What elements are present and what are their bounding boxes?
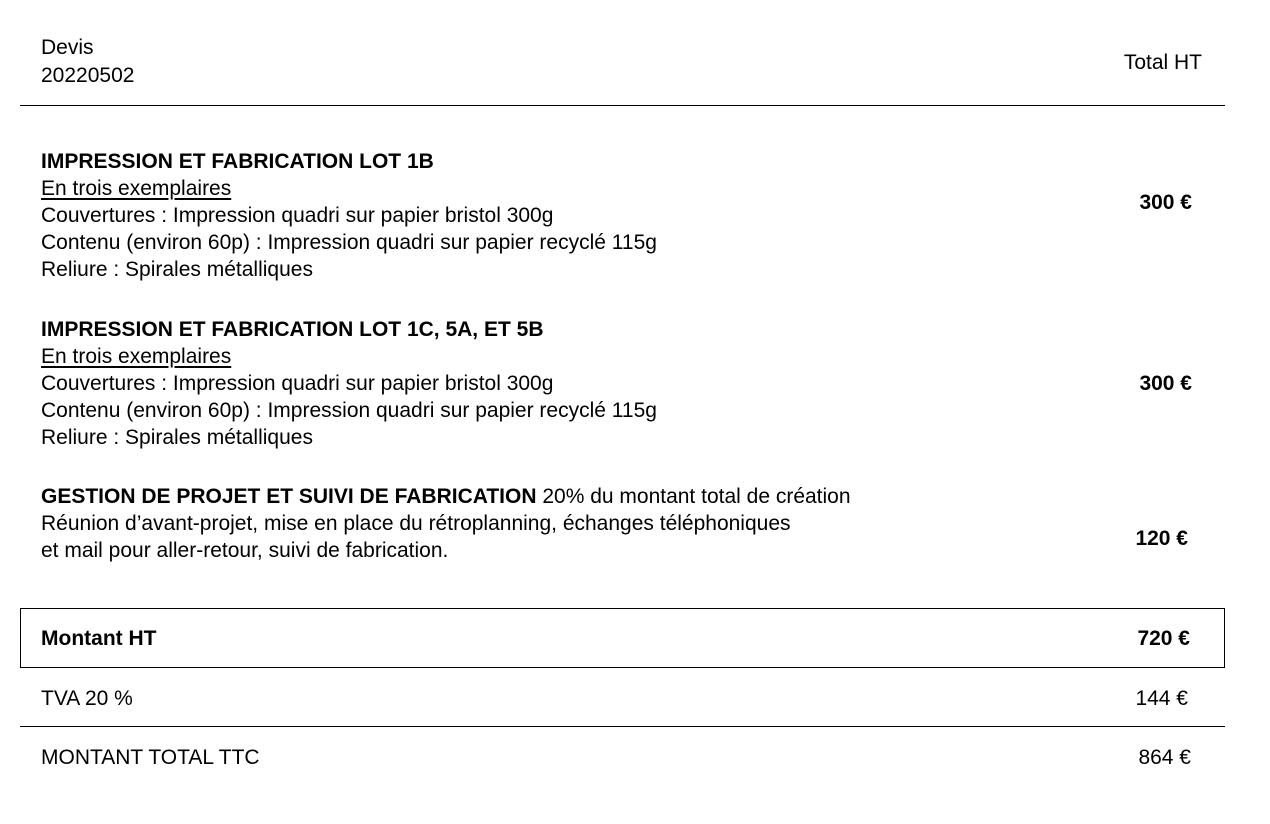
line-item-lot-1c-5a-5b <box>41 316 1201 451</box>
grand-total-value: 864 € <box>1138 746 1191 769</box>
line-item-subtitle: En trois exemplaires <box>41 345 232 368</box>
grand-total-row <box>20 727 1225 785</box>
subtotal-value: 720 € <box>1137 627 1190 650</box>
line-item-amount: 300 € <box>1139 191 1192 214</box>
line-item-title: IMPRESSION ET FABRICATION LOT 1C, 5A, ET 5B <box>41 318 544 341</box>
line-item-detail: Couvertures : Impression quadri sur papier bristol 300g <box>41 204 554 227</box>
grand-total-label: MONTANT TOTAL TTC <box>41 746 260 769</box>
line-item-lot-1b <box>41 148 1201 283</box>
line-item-project-management <box>41 483 1201 564</box>
line-item-title: IMPRESSION ET FABRICATION LOT 1B <box>41 150 434 173</box>
vat-row <box>20 668 1225 727</box>
line-item-detail: Couvertures : Impression quadri sur papier bristol 300g <box>41 372 554 395</box>
subtotal-row <box>20 608 1225 668</box>
line-item-detail: Contenu (environ 60p) : Impression quadri sur papier recyclé 115g <box>41 231 657 254</box>
line-item-detail: Réunion d’avant-projet, mise en place du rétroplanning, échanges téléphoniques <box>41 512 791 535</box>
line-item-detail: Reliure : Spirales métalliques <box>41 426 313 449</box>
vat-value: 144 € <box>1135 687 1188 710</box>
vat-label: TVA 20 % <box>41 687 133 710</box>
line-item-amount: 300 € <box>1139 372 1192 395</box>
line-item-subtitle: En trois exemplaires <box>41 177 232 200</box>
total-ht-column-header: Total HT <box>1123 51 1202 74</box>
line-item-amount: 120 € <box>1135 527 1188 550</box>
document-type: Devis <box>41 36 94 59</box>
line-item-detail: et mail pour aller-retour, suivi de fabrication. <box>41 539 449 562</box>
subtotal-label: Montant HT <box>41 627 157 650</box>
line-item-title-note: 20% du montant total de création <box>536 485 851 508</box>
quote-header <box>20 34 1225 106</box>
line-item-detail: Reliure : Spirales métalliques <box>41 258 313 281</box>
line-item-title: GESTION DE PROJET ET SUIVI DE FABRICATION <box>41 485 537 508</box>
line-item-detail: Contenu (environ 60p) : Impression quadri sur papier recyclé 115g <box>41 399 657 422</box>
quote-number: 20220502 <box>41 64 135 87</box>
